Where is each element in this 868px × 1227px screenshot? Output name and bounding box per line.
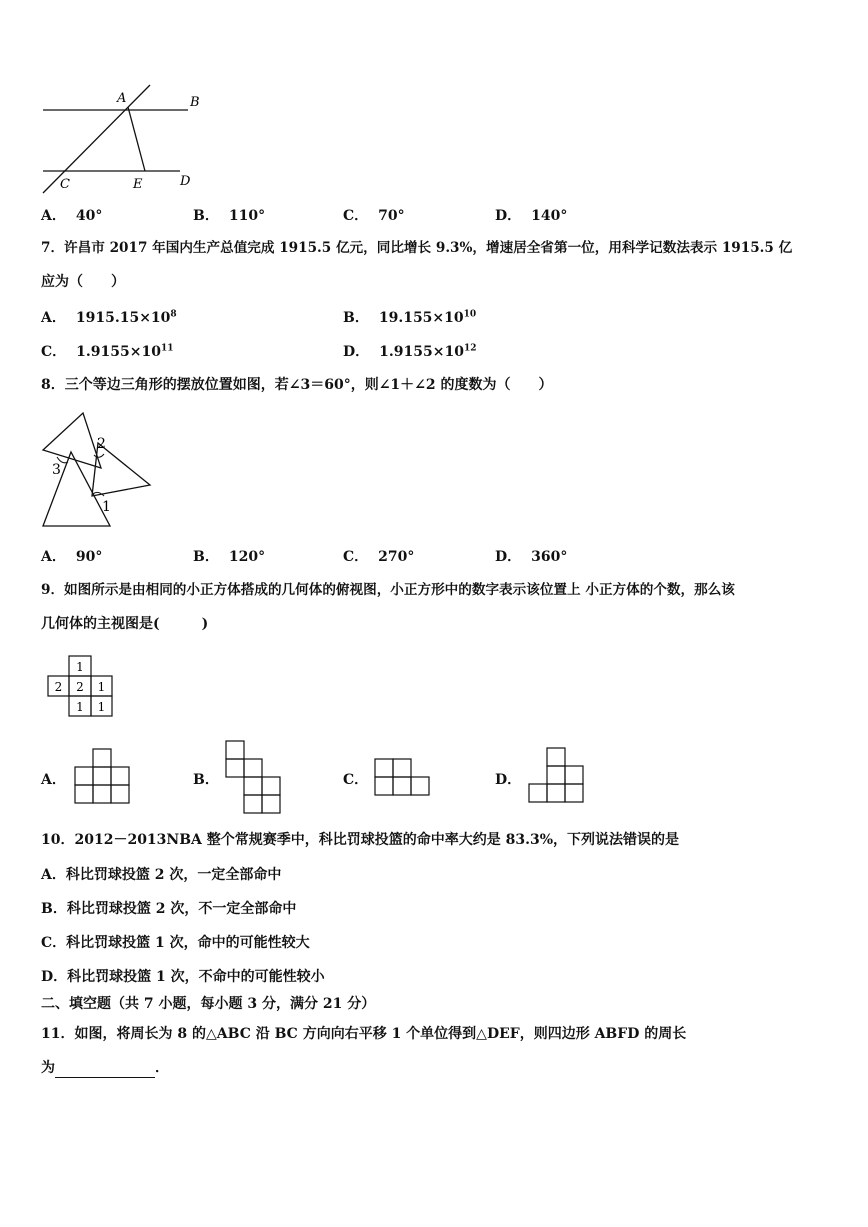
- q9-option-d-label: D．: [495, 772, 522, 788]
- angle-label-1: 1: [102, 499, 111, 515]
- label-c: C: [60, 177, 70, 192]
- q10-option-b: B．科比罚球投篮 2 次，不一定全部命中: [41, 901, 297, 917]
- q8-option-c: C． 270°: [343, 549, 415, 565]
- q7-stem-line2: 应为（ ）: [41, 274, 125, 290]
- q7-option-c: C． $1.9155\times 10^{11}$: [41, 343, 174, 360]
- angle-label-3: 3: [52, 462, 61, 478]
- q9-option-c-figure: [374, 758, 434, 798]
- q8-option-d: D． 360°: [495, 549, 568, 565]
- q9-option-b-figure: [225, 740, 285, 816]
- q9-option-a-figure: [74, 748, 132, 806]
- label-a: A: [117, 91, 127, 106]
- segment-ae: [128, 107, 145, 171]
- q8-figure: [38, 410, 156, 530]
- label-b: B: [190, 95, 200, 110]
- q9-option-b-label: B．: [193, 772, 219, 788]
- q9-option-c-label: C．: [343, 772, 369, 788]
- q9-option-a-label: A．: [41, 772, 66, 788]
- q6-figure: [38, 85, 208, 195]
- q9-stem-line2: 几何体的主视图是( ): [41, 616, 209, 632]
- q7-option-d: D． $1.9155\times 10^{12}$: [343, 343, 477, 360]
- q10-option-d: D．科比罚球投篮 1 次，不命中的可能性较小: [41, 969, 325, 985]
- q6-option-b: B． 110°: [193, 208, 266, 224]
- q8-stem: 8．三个等边三角形的摆放位置如图，若∠3＝60°，则∠1＋∠2 的度数为（ ）: [41, 377, 553, 393]
- grid-number-top: 1: [76, 660, 84, 674]
- grid-number-bottom-left: 1: [76, 700, 84, 714]
- q7-stem-line1: 7．许昌市 2017 年国内生产总值完成 1915.5 亿元，同比增长 9.3%，增速居全省第一位，用科学记数法表示 1915.5 亿: [41, 240, 793, 256]
- q8-option-b: B． 120°: [193, 549, 266, 565]
- angle-arc-2: [94, 454, 104, 457]
- q11-stem-line2: 为 ．: [41, 1060, 169, 1076]
- q11-stem-line1: 11．如图，将周长为 8 的△ABC 沿 BC 方向向右平移 1 个单位得到△DEF，则四边形 ABFD 的周长: [41, 1026, 687, 1042]
- q6-option-a: A． 40°: [41, 208, 103, 224]
- label-e: E: [133, 177, 143, 192]
- angle-label-2: 2: [97, 436, 106, 452]
- q6-option-d: D． 140°: [495, 208, 568, 224]
- q11-answer-blank[interactable]: [55, 1063, 155, 1078]
- q7-option-a: A． $1915.15\times 10^8$: [41, 309, 177, 326]
- grid-number-center: 2: [76, 680, 84, 694]
- grid-number-left: 2: [54, 680, 63, 694]
- q10-option-a: A．科比罚球投篮 2 次，一定全部命中: [41, 867, 282, 883]
- grid-number-bottom-right: 1: [97, 700, 106, 714]
- label-d: D: [180, 174, 191, 189]
- q10-option-c: C．科比罚球投篮 1 次，命中的可能性较大: [41, 935, 310, 951]
- q7-option-b: B． $19.155\times 10^{10}$: [343, 309, 477, 326]
- q6-option-c: C． 70°: [343, 208, 405, 224]
- triangle-top: [43, 413, 101, 468]
- q10-stem: 10．2012－2013NBA 整个常规赛季中，科比罚球投篮的命中率大约是 83.3%，下列说法错误的是: [41, 832, 680, 848]
- q9-option-d-figure: [528, 747, 588, 807]
- grid-number-right: 1: [97, 680, 106, 694]
- section-heading-fill-in: 二、填空题（共 7 小题，每小题 3 分，满分 21 分）: [41, 996, 376, 1012]
- q8-option-a: A． 90°: [41, 549, 103, 565]
- q9-top-view-grid: [47, 655, 115, 719]
- q9-stem-line1: 9．如图所示是由相同的小正方体搭成的几何体的俯视图，小正方形中的数字表示该位置上 小正方体的个数，那么该: [41, 582, 735, 598]
